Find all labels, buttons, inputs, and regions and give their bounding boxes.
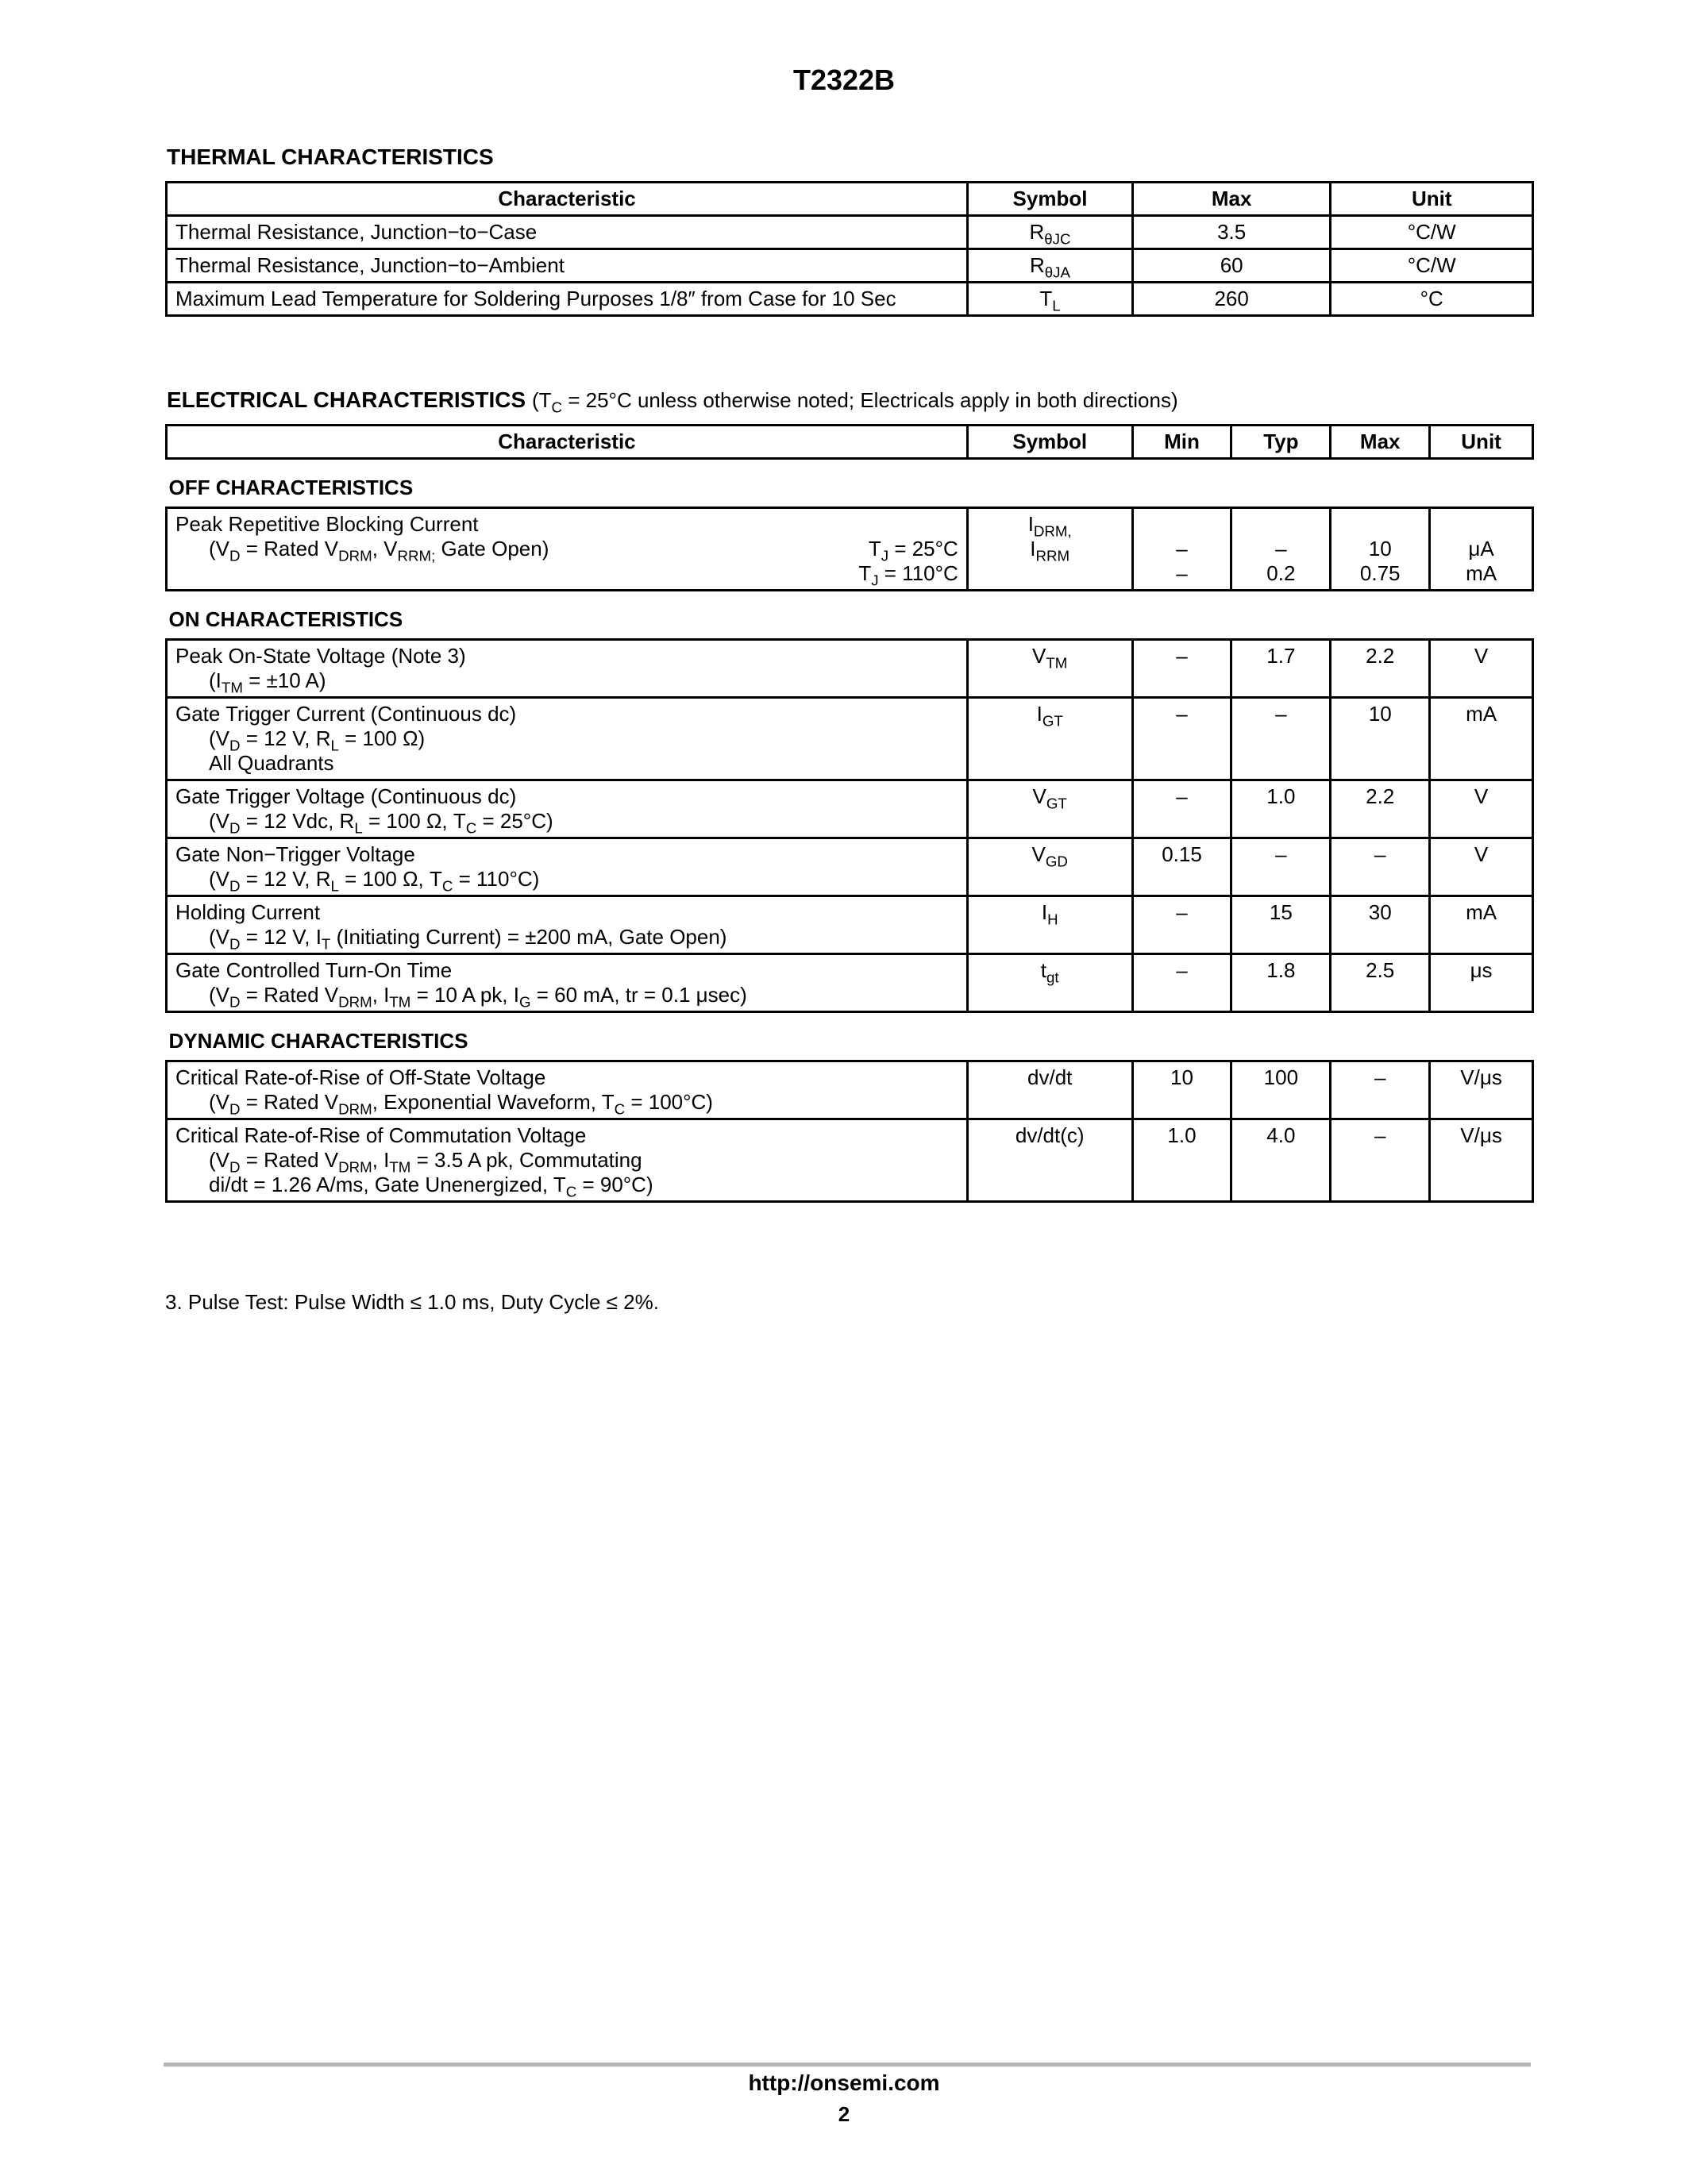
footer-url[interactable]: http://onsemi.com (748, 2070, 940, 2095)
max-cell: 2.5 (1331, 954, 1430, 1012)
max-cell: 2.2 (1331, 640, 1430, 698)
electrical-header-row (167, 426, 1533, 459)
table-row (167, 216, 1533, 249)
characteristic-cell: Maximum Lead Temperature for Soldering Purposes 1/8″ from Case for 10 Sec (167, 283, 968, 316)
page-title: T2322B (792, 64, 896, 96)
min-cell: – (1132, 640, 1231, 698)
unit-cell: mA (1430, 698, 1533, 780)
unit-cell: °C/W (1331, 216, 1533, 249)
symbol-cell: dv/dt(c) (967, 1119, 1132, 1202)
symbol-cell: $t_{gt}$ (967, 954, 1132, 1012)
table-row (167, 838, 1533, 896)
thermal-header-row (167, 183, 1533, 216)
table-row (167, 896, 1533, 954)
min-cell: – (1132, 954, 1231, 1012)
characteristic-cell: Gate Non−Trigger Voltage ($V_D = 12$ V, $R_L = 100$ Ω, $T_C = 110^\circ C$) (167, 838, 968, 896)
unit-cell: V/μs (1430, 1119, 1533, 1202)
min-cell: – – (1132, 508, 1231, 591)
symbol-cell: $R_{\theta JA}$ (968, 249, 1133, 283)
electrical-note: ($T_C = 25^\circ C$ unless otherwise noted; Electricals apply in both directions) (531, 388, 1178, 416)
col-max: Max (1132, 183, 1331, 216)
thermal-table (165, 181, 1534, 317)
min-cell: 1.0 (1132, 1119, 1231, 1202)
col-min: Min (1132, 426, 1231, 459)
characteristic-cell: Gate Trigger Current (Continuous dc) ($V_D = 12$ V, $R_L = 100$ Ω) All Quadrants (167, 698, 968, 780)
symbol-cell: $V_{TM}$ (967, 640, 1132, 698)
symbol-cell: $R_{\theta JC}$ (968, 216, 1133, 249)
max-cell: 10 (1331, 698, 1430, 780)
typ-cell: – (1231, 698, 1331, 780)
characteristic-cell: Critical Rate-of-Rise of Commutation Voltage ($V_D$ = Rated $V_{DRM}$, $I_{TM} = 3.5$ A pk, Commutating di/dt = 1.26 A/ms, Gate Unenergized, $T_C = 90^\circ C$) (167, 1119, 968, 1202)
unit-cell: μs (1430, 954, 1533, 1012)
unit-cell: V (1430, 838, 1533, 896)
max-cell: 30 (1331, 896, 1430, 954)
min-cell: – (1132, 698, 1231, 780)
symbol-cell: dv/dt (967, 1061, 1132, 1119)
page-number: 2 (838, 2102, 850, 2126)
col-symbol: Symbol (967, 426, 1132, 459)
typ-cell: – (1231, 838, 1331, 896)
typ-cell: 1.7 (1231, 640, 1331, 698)
electrical-heading: ELECTRICAL CHARACTERISTICS ($T_C = 25^\circ C$ unless otherwise noted; Electricals apply in both directions) (167, 387, 1178, 416)
symbol-cell: $T_L$ (968, 283, 1133, 316)
footnote: 3. Pulse Test: Pulse Width ≤ 1.0 ms, Duty Cycle ≤ 2%. (165, 1290, 659, 1314)
characteristic-cell: Thermal Resistance, Junction−to−Ambient (167, 249, 968, 283)
footer-divider (164, 2063, 1531, 2067)
table-row (167, 1119, 1533, 1202)
characteristic-cell: Peak On-State Voltage (Note 3) ($I_{TM} = \pm 10$ A) (167, 640, 968, 698)
max-cell: – (1331, 1061, 1430, 1119)
col-typ: Typ (1231, 426, 1331, 459)
col-characteristic: Characteristic (167, 183, 968, 216)
characteristic-cell: Holding Current ($V_D = 12$ V, $I_T$ (Initiating Current) = ±200 mA, Gate Open) (167, 896, 968, 954)
max-cell: 260 (1132, 283, 1331, 316)
off-characteristics-group: OFF CHARACTERISTICS (167, 459, 1533, 508)
table-row (167, 780, 1533, 838)
on-characteristics-group: ON CHARACTERISTICS (167, 591, 1533, 640)
unit-cell: V/μs (1430, 1061, 1533, 1119)
max-cell: 3.5 (1132, 216, 1331, 249)
col-unit: Unit (1430, 426, 1533, 459)
dynamic-characteristics-group: DYNAMIC CHARACTERISTICS (167, 1012, 1533, 1061)
min-cell: 10 (1132, 1061, 1231, 1119)
symbol-cell: $I_{DRM,}$ $I_{RRM}$ (967, 508, 1132, 591)
max-cell: – (1331, 838, 1430, 896)
col-symbol: Symbol (968, 183, 1133, 216)
typ-cell: 4.0 (1231, 1119, 1331, 1202)
unit-cell: °C/W (1331, 249, 1533, 283)
typ-cell: 100 (1231, 1061, 1331, 1119)
characteristic-cell: Gate Controlled Turn-On Time ($V_D$ = Rated $V_{DRM}$, $I_{TM} = 10$ A pk, $I_G = 60$ mA, tr = 0.1 μsec) (167, 954, 968, 1012)
table-row (167, 1061, 1533, 1119)
unit-cell: mA (1430, 896, 1533, 954)
min-cell: 0.15 (1132, 838, 1231, 896)
typ-cell: 15 (1231, 896, 1331, 954)
symbol-cell: $I_H$ (967, 896, 1132, 954)
table-row (167, 249, 1533, 283)
min-cell: – (1132, 780, 1231, 838)
characteristic-cell: Critical Rate-of-Rise of Off-State Voltage ($V_D$ = Rated $V_{DRM}$, Exponential Waveform, $T_C = 100^\circ C$) (167, 1061, 968, 1119)
col-characteristic: Characteristic (167, 426, 968, 459)
symbol-cell: $V_{GT}$ (967, 780, 1132, 838)
min-cell: – (1132, 896, 1231, 954)
max-cell: 10 0.75 (1331, 508, 1430, 591)
unit-cell: μA mA (1430, 508, 1533, 591)
unit-cell: V (1430, 780, 1533, 838)
typ-cell: 1.8 (1231, 954, 1331, 1012)
typ-cell: – 0.2 (1231, 508, 1331, 591)
symbol-cell: $V_{GD}$ (967, 838, 1132, 896)
thermal-heading: THERMAL CHARACTERISTICS (167, 144, 494, 169)
symbol-cell: $I_{GT}$ (967, 698, 1132, 780)
col-unit: Unit (1331, 183, 1533, 216)
unit-cell: °C (1331, 283, 1533, 316)
table-row (167, 508, 1533, 591)
unit-cell: V (1430, 640, 1533, 698)
table-row (167, 698, 1533, 780)
characteristic-cell: Peak Repetitive Blocking Current $T_J = 25^\circ C$ $T_J = 110^\circ C$ ($V_D$ = Rated $V_{DRM}$, $V_{RRM;}$ Gate Open) (167, 508, 968, 591)
max-cell: 2.2 (1331, 780, 1430, 838)
characteristic-cell: Thermal Resistance, Junction−to−Case (167, 216, 968, 249)
characteristic-cell: Gate Trigger Voltage (Continuous dc) ($V_D = 12$ Vdc, $R_L = 100$ Ω, $T_C = 25^\circ C$) (167, 780, 968, 838)
table-row (167, 954, 1533, 1012)
max-cell: – (1331, 1119, 1430, 1202)
table-row (167, 640, 1533, 698)
col-max: Max (1331, 426, 1430, 459)
electrical-table (165, 424, 1534, 1203)
typ-cell: 1.0 (1231, 780, 1331, 838)
table-row (167, 283, 1533, 316)
max-cell: 60 (1132, 249, 1331, 283)
